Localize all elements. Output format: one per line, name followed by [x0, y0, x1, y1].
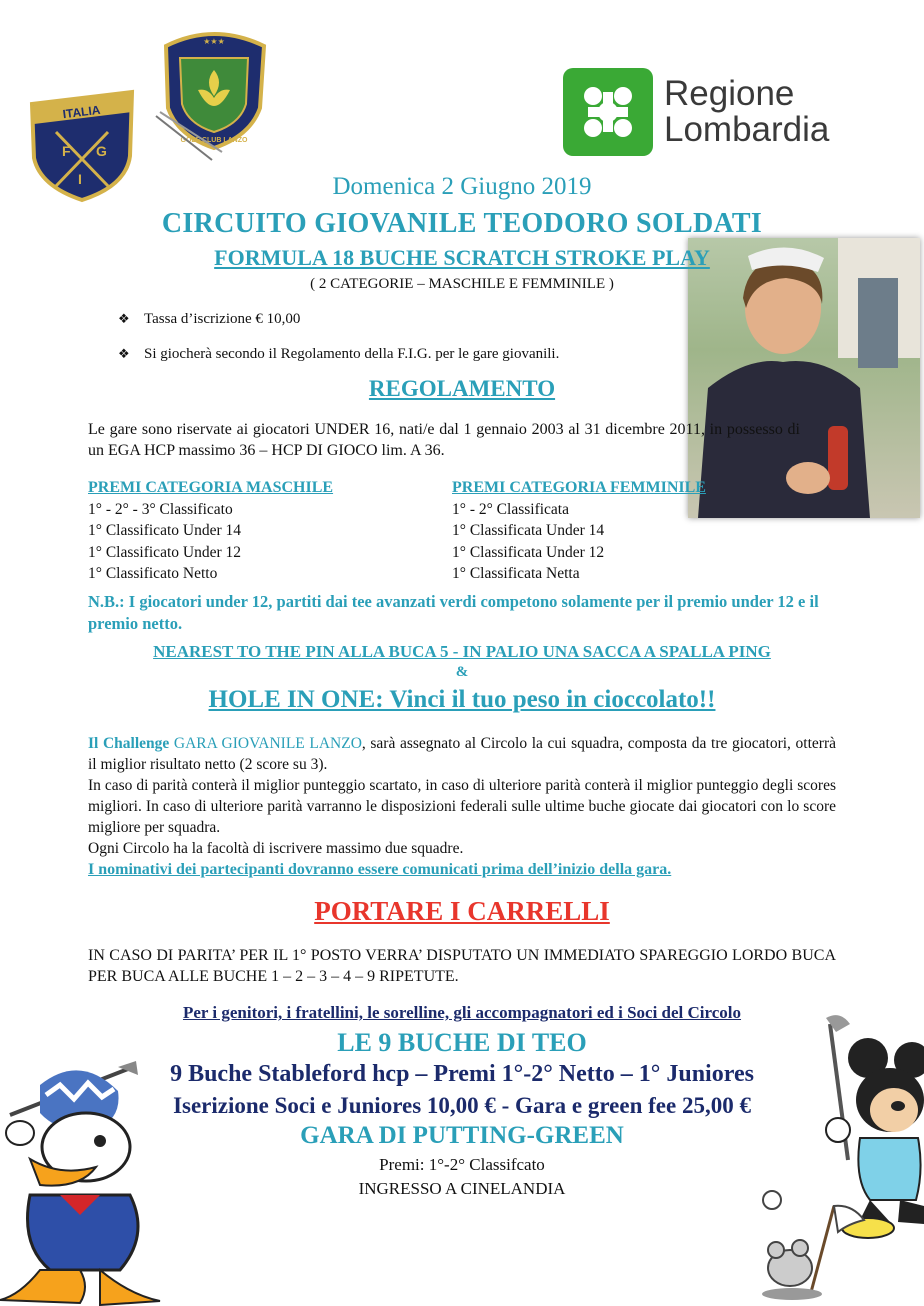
regione-line-2: Lombardia — [664, 110, 830, 149]
prize-female-item: 1° Classificata Netta — [452, 565, 580, 582]
event-date: Domenica 2 Giugno 2019 — [332, 173, 592, 200]
svg-text:★★★: ★★★ — [203, 37, 225, 46]
bullet-rules — [118, 346, 559, 363]
challenge-rest: , sarà assegnato al Circolo la cui squadra, composta da tre giocatori, otterrà il miglior risultato netto (2 score su 3). — [88, 735, 836, 773]
bullet-fee-text: Tassa d’iscrizione € 10,00 — [144, 311, 301, 327]
donald-duck-golfer-cartoon — [0, 1055, 190, 1306]
fig-letter-g: G — [96, 143, 107, 159]
club-logo-text: GOLF CLUB LANZO — [180, 137, 248, 144]
prizes-female — [452, 477, 752, 585]
family-intro: Per i genitori, i fratellini, le sorelline, gli accompagnatori ed i Soci del Circolo — [182, 1003, 742, 1022]
spareggio-text: IN CASO DI PARITA’ PER IL 1° POSTO VERRA’ DISPUTATO UN IMMEDIATO SPAREGGIO LORDO BUCA PER BUCA ALLE BUCHE 1 – 2 – 3 – 4 – 9 RIPETUTE. — [88, 947, 836, 985]
challenge-block — [88, 733, 836, 880]
prizes-male — [88, 477, 428, 585]
prize-male-item: 1° Classificato Under 14 — [88, 522, 241, 539]
prize-female-item: 1° Classificata Under 12 — [452, 543, 605, 561]
putting-green: GARA DI PUTTING-GREEN — [300, 1122, 624, 1149]
putting-prizes: Premi: 1°-2° Classifcato — [379, 1155, 545, 1174]
prizes-male-heading: PREMI CATEGORIA MASCHILE — [88, 479, 334, 496]
prize-male-item: 1° - 2° - 3° Classificato — [88, 500, 233, 518]
mouse-with-flag-cartoon — [752, 1186, 872, 1304]
fig-letter-i: I — [78, 171, 82, 187]
fig-logo-text: ITALIA — [61, 102, 102, 122]
challenge-paragraph-1 — [88, 733, 836, 775]
prize-female-item: 1° Classificata Under 14 — [452, 522, 605, 539]
family-line-1: 9 Buche Stableford hcp – Premi 1°-2° Netto – 1° Juniores — [170, 1061, 754, 1087]
diamond-bullet-icon: ❖ — [118, 312, 130, 327]
diamond-bullet-icon: ❖ — [118, 347, 130, 362]
event-categories: ( 2 CATEGORIE – MASCHILE E FEMMINILE ) — [310, 276, 614, 292]
challenge-name: GARA GIOVANILE LANZO — [173, 735, 362, 752]
regione-line-1: Regione — [664, 74, 795, 113]
golf-club-lanzo-logo — [150, 20, 280, 170]
regolamento-heading: REGOLAMENTO — [368, 376, 556, 401]
nearest-to-pin: NEAREST TO THE PIN ALLA BUCA 5 - IN PALIO UNA SACCA A SPALLA PING — [153, 642, 771, 661]
cinelandia: INGRESSO A CINELANDIA — [358, 1179, 566, 1198]
regione-lombardia-icon — [563, 68, 653, 156]
challenge-paragraph-4: I nominativi dei partecipanti dovranno essere comunicati prima dell’inizio della gara. — [88, 861, 672, 878]
prize-female-item: 1° - 2° Classificata — [452, 500, 569, 518]
event-formula: FORMULA 18 BUCHE SCRATCH STROKE PLAY — [214, 245, 710, 270]
event-title: CIRCUITO GIOVANILE TEODORO SOLDATI — [161, 208, 763, 239]
prize-male-item: 1° Classificato Under 12 — [88, 543, 241, 561]
bullet-rules-text: Si giocherà secondo il Regolamento della F.I.G. per le gare giovanili. — [144, 346, 560, 362]
hole-in-one: HOLE IN ONE: Vinci il tuo peso in cioccolato!! — [208, 686, 716, 713]
family-title: LE 9 BUCHE DI TEO — [337, 1028, 587, 1057]
family-line-2: Iserizione Soci e Juniores 10,00 € - Gara e green fee 25,00 € — [173, 1093, 751, 1118]
regione-lombardia-logo-text — [664, 76, 829, 148]
challenge-paragraph-2: In caso di parità conterà il miglior punteggio scartato, in caso di ulteriore parità conterà il miglior punteggio degli scores migliori. In caso di ulteriore parità varranno le disposizioni federali sulle ultime buche giocate dai giocatori con lo score migliore per squadra. — [88, 777, 836, 836]
nb-note: N.B.: I giocatori under 12, partiti dai tee avanzati verdi competono solamente per il premio under 12 e il premio netto. — [88, 592, 819, 633]
carrelli-notice: PORTARE I CARRELLI — [314, 896, 610, 926]
fig-letter-f: F — [62, 143, 71, 159]
prizes-female-heading: PREMI CATEGORIA FEMMINILE — [452, 479, 706, 496]
prize-male-item: 1° Classificato Netto — [88, 565, 218, 582]
ampersand: & — [455, 664, 469, 680]
challenge-paragraph-3: Ogni Circolo ha la facoltà di iscrivere massimo due squadre. — [88, 840, 464, 857]
regolamento-text: Le gare sono riservate ai giocatori UNDER 16, nati/e dal 1 gennaio 2003 al 31 dicembre 2011, in possesso di un EGA HCP massimo 36 – HCP DI GIOCO lim. A 36. — [88, 421, 800, 459]
challenge-lead: Il Challenge — [88, 735, 174, 752]
bullet-fee — [118, 311, 300, 328]
